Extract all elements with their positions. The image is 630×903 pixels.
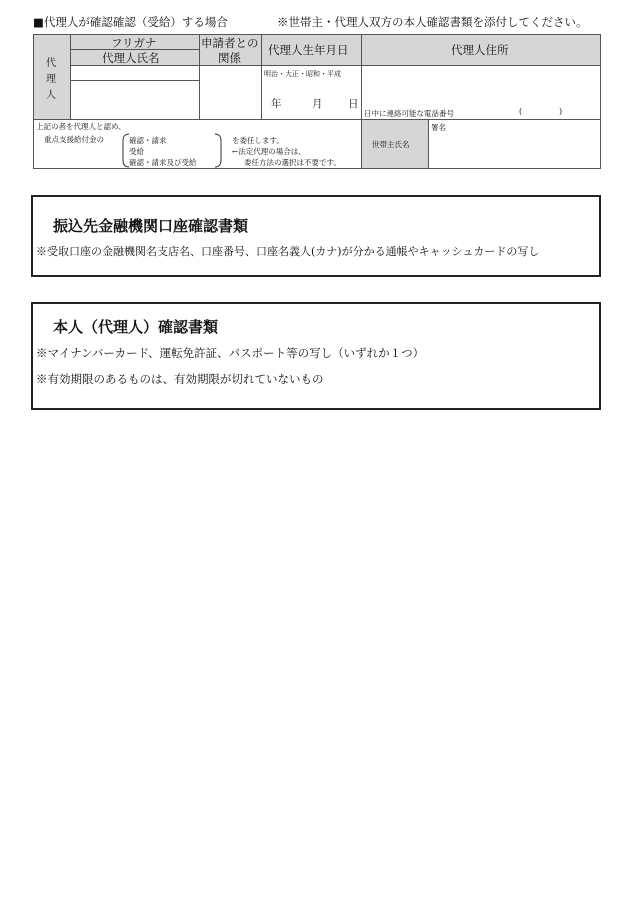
month-label: 月	[312, 98, 323, 110]
id-docs-box	[31, 302, 601, 410]
signature-label: 署名	[431, 123, 446, 132]
era-options: 明治・大正・昭和・平成	[264, 70, 341, 78]
address-label: 代理人住所	[451, 43, 509, 57]
bank-docs-title: 振込先金融機関口座確認書類	[53, 217, 249, 235]
bank-docs-box	[31, 195, 601, 277]
relation-label-1: 申請者との	[201, 36, 259, 50]
year-label: 年	[271, 98, 282, 110]
option-confirm-request: 確認・請求	[129, 136, 167, 145]
delegation-right-2: ←法定代理の場合は、	[232, 147, 306, 156]
delegation-right-3: 委任方法の選択は不要です。	[244, 158, 341, 167]
proxy-side-char-1: 代	[46, 58, 56, 69]
id-docs-line-2: ※有効期限のあるものは、有効期限が切れていないもの	[36, 372, 324, 386]
delegation-line-2: 重点支援給付金の	[44, 135, 104, 144]
phone-paren-open: (	[519, 107, 523, 116]
householder-label: 世帯主氏名	[372, 140, 410, 149]
relation-label-2: 関係	[218, 51, 241, 65]
bank-docs-description: ※受取口座の金融機関名支店名、口座番号、口座名義人(カナ)が分かる通帳やキャッシュカードの写し	[36, 245, 540, 258]
right-brace-icon	[213, 133, 223, 168]
id-docs-line-1: ※マイナンバーカード、運転免許証、パスポート等の写し（いずれか１つ）	[36, 346, 425, 360]
delegation-line-1: 上記の者を代理人と認め、	[36, 122, 126, 131]
proxy-side-char-3: 人	[46, 90, 56, 101]
proxy-table	[33, 34, 601, 169]
option-receive: 受給	[129, 147, 144, 156]
phone-label: 日中に連絡可能な電話番号	[364, 109, 454, 118]
proxy-section-heading: ■代理人が確認確認（受給）する場合	[33, 15, 228, 29]
id-docs-title: 本人（代理人）確認書類	[53, 318, 219, 336]
proxy-name-label: 代理人氏名	[102, 51, 160, 65]
day-label: 日	[348, 98, 359, 110]
proxy-side-char-2: 理	[46, 74, 56, 85]
attachment-notice: ※世帯主・代理人双方の本人確認書類を添付してください。	[277, 15, 588, 29]
phone-paren-close: )	[559, 107, 563, 116]
delegation-right-1: を委任します。	[232, 136, 284, 145]
option-confirm-request-receive: 確認・請求及び受給	[129, 158, 197, 167]
furigana-label: フリガナ	[111, 36, 157, 50]
birth-label: 代理人生年月日	[268, 43, 349, 57]
